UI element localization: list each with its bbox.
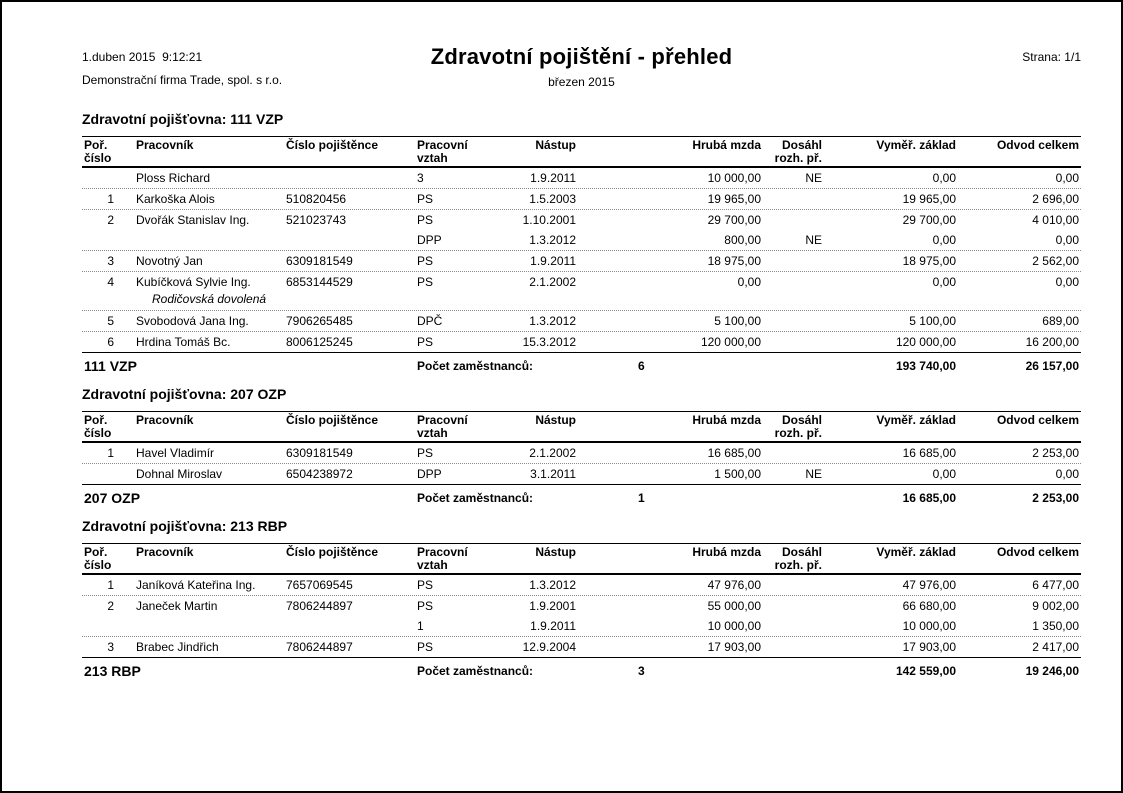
cell-number: 1 bbox=[107, 578, 114, 592]
cell-total-levy: 0,00 bbox=[1055, 171, 1079, 185]
cell-reached-limit bbox=[765, 210, 830, 230]
section-summary-row bbox=[82, 484, 1081, 511]
report-sections bbox=[82, 111, 1081, 684]
cell-total-levy: 0,00 bbox=[1055, 275, 1079, 289]
employee-row bbox=[82, 443, 1081, 463]
table-header-row bbox=[82, 543, 1081, 575]
column-header-number: Poř. číslo bbox=[84, 413, 112, 440]
cell-total-levy: 0,00 bbox=[1055, 233, 1079, 247]
cell-assessment-base: 120 000,00 bbox=[895, 335, 956, 349]
cell-work-relation: PS bbox=[417, 446, 434, 460]
employee-row bbox=[82, 637, 1081, 657]
column-header-insurance-number: Číslo pojištěnce bbox=[286, 545, 379, 559]
cell-gross-wage: 0,00 bbox=[737, 275, 761, 289]
report-page bbox=[2, 2, 1121, 684]
section-heading: Zdravotní pojišťovna: 111 VZP bbox=[82, 111, 284, 127]
employee-group bbox=[82, 209, 1081, 250]
summary-company-label: 111 VZP bbox=[84, 359, 137, 373]
cell-work-relation: 3 bbox=[417, 171, 424, 185]
section-summary-row bbox=[82, 657, 1081, 684]
summary-total-levy: 19 246,00 bbox=[1025, 664, 1079, 678]
employee-group bbox=[82, 636, 1081, 657]
cell-start-date: 3.1.2011 bbox=[530, 467, 576, 481]
cell-reached-limit bbox=[765, 575, 830, 595]
insurance-company-section bbox=[82, 111, 1081, 379]
employee-note-row bbox=[82, 292, 1081, 310]
cell-assessment-base: 47 976,00 bbox=[902, 578, 956, 592]
employee-group bbox=[82, 463, 1081, 484]
cell-employee-name bbox=[134, 230, 284, 250]
employee-group bbox=[82, 443, 1081, 463]
employee-row bbox=[82, 575, 1081, 595]
section-summary-row bbox=[82, 352, 1081, 379]
column-header-reached-limit: Dosáhl rozh. př. bbox=[774, 138, 822, 165]
summary-count-label: Počet zaměstnanců: bbox=[417, 491, 534, 505]
cell-assessment-base: 17 903,00 bbox=[902, 640, 956, 654]
cell-reached-limit bbox=[765, 616, 830, 636]
cell-insurance-number: 6504238972 bbox=[286, 467, 353, 481]
column-header-assessment-base: Vyměř. základ bbox=[876, 413, 956, 427]
cell-gross-wage: 120 000,00 bbox=[700, 335, 761, 349]
cell-insurance-number: 7657069545 bbox=[286, 578, 353, 592]
cell-assessment-base: 0,00 bbox=[932, 467, 956, 481]
column-header-gross-wage: Hrubá mzda bbox=[692, 138, 761, 152]
print-datetime: 1.duben 2015 9:12:21 bbox=[82, 50, 203, 64]
cell-gross-wage: 47 976,00 bbox=[707, 578, 761, 592]
cell-number bbox=[82, 230, 134, 250]
cell-employee-name: Havel Vladimír bbox=[136, 446, 215, 460]
column-header-gross-wage: Hrubá mzda bbox=[692, 413, 761, 427]
cell-assessment-base: 19 965,00 bbox=[902, 192, 956, 206]
column-header-insurance-number: Číslo pojištěnce bbox=[286, 413, 379, 427]
report-header bbox=[82, 44, 1081, 104]
cell-reached-limit bbox=[765, 189, 830, 209]
cell-number: 2 bbox=[107, 213, 114, 227]
cell-assessment-base: 0,00 bbox=[932, 275, 956, 289]
cell-reached-limit bbox=[765, 443, 830, 463]
cell-reached-limit bbox=[765, 251, 830, 271]
cell-start-date: 1.3.2012 bbox=[529, 233, 576, 247]
cell-insurance-number: 521023743 bbox=[286, 213, 347, 227]
cell-gross-wage: 55 000,00 bbox=[707, 599, 761, 613]
cell-total-levy: 2 417,00 bbox=[1032, 640, 1079, 654]
cell-employee-name: Brabec Jindřich bbox=[136, 640, 219, 654]
column-header-gross-wage: Hrubá mzda bbox=[692, 545, 761, 559]
cell-work-relation: 1 bbox=[417, 619, 424, 633]
cell-reached-limit: NE bbox=[805, 233, 822, 247]
cell-work-relation: PS bbox=[417, 213, 434, 227]
cell-total-levy: 689,00 bbox=[1042, 314, 1079, 328]
column-header-reached-limit: Dosáhl rozh. př. bbox=[774, 545, 822, 572]
cell-number: 1 bbox=[107, 446, 114, 460]
column-header-assessment-base: Vyměř. základ bbox=[876, 545, 956, 559]
employee-group bbox=[82, 575, 1081, 595]
cell-insurance-number bbox=[284, 616, 415, 636]
cell-gross-wage: 10 000,00 bbox=[707, 171, 761, 185]
employee-row bbox=[82, 230, 1081, 250]
cell-reached-limit: NE bbox=[805, 171, 822, 185]
cell-work-relation: PS bbox=[417, 275, 434, 289]
employee-row bbox=[82, 596, 1081, 616]
column-header-relation: Pracovní vztah bbox=[417, 138, 468, 165]
column-header-total-levy: Odvod celkem bbox=[996, 545, 1079, 559]
employee-row bbox=[82, 168, 1081, 188]
cell-total-levy: 9 002,00 bbox=[1032, 599, 1079, 613]
column-header-total-levy: Odvod celkem bbox=[996, 413, 1079, 427]
cell-insurance-number: 6309181549 bbox=[286, 446, 353, 460]
cell-employee-name: Janeček Martin bbox=[136, 599, 218, 613]
employee-group bbox=[82, 310, 1081, 331]
column-header-number: Poř. číslo bbox=[84, 138, 112, 165]
cell-total-levy: 0,00 bbox=[1055, 467, 1079, 481]
summary-count-label: Počet zaměstnanců: bbox=[417, 664, 534, 678]
cell-assessment-base: 18 975,00 bbox=[902, 254, 956, 268]
cell-reached-limit bbox=[765, 272, 830, 292]
cell-reached-limit bbox=[765, 311, 830, 331]
column-header-employee: Pracovník bbox=[136, 545, 194, 559]
cell-assessment-base: 29 700,00 bbox=[902, 213, 956, 227]
cell-total-levy: 2 253,00 bbox=[1032, 446, 1079, 460]
cell-number: 5 bbox=[107, 314, 114, 328]
cell-start-date: 1.3.2012 bbox=[529, 578, 576, 592]
insurance-company-section bbox=[82, 518, 1081, 684]
cell-gross-wage: 1 500,00 bbox=[714, 467, 761, 481]
column-header-total-levy: Odvod celkem bbox=[996, 138, 1079, 152]
cell-gross-wage: 5 100,00 bbox=[714, 314, 761, 328]
cell-start-date: 1.3.2012 bbox=[529, 314, 576, 328]
table-body bbox=[82, 443, 1081, 484]
insurance-company-section bbox=[82, 386, 1081, 511]
cell-insurance-number: 7906265485 bbox=[286, 314, 353, 328]
report-period: březen 2015 bbox=[548, 75, 615, 89]
cell-reached-limit bbox=[765, 596, 830, 616]
column-header-assessment-base: Vyměř. základ bbox=[876, 138, 956, 152]
summary-company-label: 213 RBP bbox=[84, 664, 141, 678]
cell-insurance-number: 510820456 bbox=[286, 192, 347, 206]
column-header-start-date: Nástup bbox=[535, 413, 576, 427]
cell-start-date: 1.9.2001 bbox=[529, 599, 576, 613]
cell-insurance-number: 8006125245 bbox=[286, 335, 353, 349]
cell-assessment-base: 0,00 bbox=[932, 171, 956, 185]
table-header-row bbox=[82, 411, 1081, 443]
cell-assessment-base: 0,00 bbox=[932, 233, 956, 247]
cell-employee-name: Dvořák Stanislav Ing. bbox=[136, 213, 250, 227]
cell-gross-wage: 800,00 bbox=[724, 233, 761, 247]
summary-total-levy: 26 157,00 bbox=[1025, 359, 1079, 373]
cell-work-relation: DPP bbox=[417, 467, 442, 481]
column-header-relation: Pracovní vztah bbox=[417, 413, 468, 440]
summary-assessment-base: 16 685,00 bbox=[902, 491, 956, 505]
cell-total-levy: 1 350,00 bbox=[1032, 619, 1079, 633]
cell-gross-wage: 17 903,00 bbox=[707, 640, 761, 654]
employee-row bbox=[82, 616, 1081, 636]
cell-insurance-number: 7806244897 bbox=[286, 599, 353, 613]
cell-assessment-base: 10 000,00 bbox=[902, 619, 956, 633]
section-heading: Zdravotní pojišťovna: 207 OZP bbox=[82, 386, 287, 402]
cell-start-date: 15.3.2012 bbox=[522, 335, 576, 349]
table-header-row bbox=[82, 136, 1081, 168]
cell-number: 3 bbox=[107, 640, 114, 654]
cell-total-levy: 2 562,00 bbox=[1032, 254, 1079, 268]
summary-company-label: 207 OZP bbox=[84, 491, 141, 505]
cell-employee-name: Kubíčková Sylvie Ing. bbox=[136, 275, 251, 289]
company-name: Demonstrační firma Trade, spol. s r.o. bbox=[82, 73, 283, 87]
cell-reached-limit bbox=[765, 332, 830, 352]
cell-assessment-base: 66 680,00 bbox=[902, 599, 956, 613]
cell-number bbox=[82, 168, 134, 188]
cell-employee-name: Novotný Jan bbox=[136, 254, 203, 268]
employee-row bbox=[82, 189, 1081, 209]
employee-row bbox=[82, 311, 1081, 331]
cell-assessment-base: 5 100,00 bbox=[909, 314, 956, 328]
cell-total-levy: 2 696,00 bbox=[1032, 192, 1079, 206]
cell-insurance-number bbox=[284, 230, 415, 250]
cell-start-date: 2.1.2002 bbox=[529, 446, 576, 460]
cell-number: 6 bbox=[107, 335, 114, 349]
column-header-insurance-number: Číslo pojištěnce bbox=[286, 138, 379, 152]
cell-employee-name: Ploss Richard bbox=[136, 171, 211, 185]
cell-insurance-number: 7806244897 bbox=[286, 640, 353, 654]
cell-gross-wage: 29 700,00 bbox=[707, 213, 761, 227]
cell-start-date: 1.10.2001 bbox=[522, 213, 576, 227]
cell-number: 3 bbox=[107, 254, 114, 268]
cell-start-date: 2.1.2002 bbox=[529, 275, 576, 289]
cell-start-date: 12.9.2004 bbox=[522, 640, 576, 654]
cell-number: 1 bbox=[107, 192, 114, 206]
cell-insurance-number: 6853144529 bbox=[286, 275, 353, 289]
section-heading: Zdravotní pojišťovna: 213 RBP bbox=[82, 518, 288, 534]
employee-row bbox=[82, 272, 1081, 292]
summary-employee-count: 3 bbox=[638, 664, 645, 678]
employee-group bbox=[82, 168, 1081, 188]
cell-work-relation: PS bbox=[417, 192, 434, 206]
summary-employee-count: 6 bbox=[638, 359, 645, 373]
cell-number: 2 bbox=[107, 599, 114, 613]
page-number: Strana: 1/1 bbox=[1022, 50, 1081, 64]
header-center-block bbox=[82, 44, 1081, 89]
cell-assessment-base: 16 685,00 bbox=[902, 446, 956, 460]
cell-insurance-number bbox=[284, 168, 415, 188]
employee-row bbox=[82, 210, 1081, 230]
summary-employee-count: 1 bbox=[638, 491, 645, 505]
cell-insurance-number: 6309181549 bbox=[286, 254, 353, 268]
cell-start-date: 1.9.2011 bbox=[530, 171, 576, 185]
cell-reached-limit: NE bbox=[805, 467, 822, 481]
table-body bbox=[82, 168, 1081, 352]
column-header-start-date: Nástup bbox=[535, 138, 576, 152]
cell-gross-wage: 19 965,00 bbox=[707, 192, 761, 206]
cell-work-relation: DPČ bbox=[417, 314, 443, 328]
column-header-reached-limit: Dosáhl rozh. př. bbox=[774, 413, 822, 440]
cell-reached-limit bbox=[765, 637, 830, 657]
cell-start-date: 1.9.2011 bbox=[530, 619, 576, 633]
cell-total-levy: 16 200,00 bbox=[1025, 335, 1079, 349]
summary-count-label: Počet zaměstnanců: bbox=[417, 359, 534, 373]
report-title: Zdravotní pojištění - přehled bbox=[430, 44, 733, 69]
summary-assessment-base: 142 559,00 bbox=[895, 664, 956, 678]
cell-number bbox=[82, 616, 134, 636]
cell-number: 4 bbox=[107, 275, 114, 289]
cell-start-date: 1.5.2003 bbox=[529, 192, 576, 206]
cell-work-relation: DPP bbox=[417, 233, 442, 247]
column-header-employee: Pracovník bbox=[136, 138, 194, 152]
employee-row bbox=[82, 251, 1081, 271]
cell-gross-wage: 16 685,00 bbox=[707, 446, 761, 460]
column-header-employee: Pracovník bbox=[136, 413, 194, 427]
cell-employee-name: Karkoška Alois bbox=[136, 192, 215, 206]
employee-group bbox=[82, 250, 1081, 271]
cell-work-relation: PS bbox=[417, 640, 434, 654]
employee-row bbox=[82, 332, 1081, 352]
cell-gross-wage: 18 975,00 bbox=[707, 254, 761, 268]
employee-group bbox=[82, 595, 1081, 636]
summary-total-levy: 2 253,00 bbox=[1032, 491, 1079, 505]
cell-gross-wage: 10 000,00 bbox=[707, 619, 761, 633]
employee-group bbox=[82, 271, 1081, 310]
employee-row bbox=[82, 464, 1081, 484]
cell-employee-name: Hrdina Tomáš Bc. bbox=[136, 335, 231, 349]
column-header-number: Poř. číslo bbox=[84, 545, 112, 572]
summary-assessment-base: 193 740,00 bbox=[895, 359, 956, 373]
column-header-start-date: Nástup bbox=[535, 545, 576, 559]
cell-work-relation: PS bbox=[417, 254, 434, 268]
cell-work-relation: PS bbox=[417, 599, 434, 613]
cell-employee-name: Janíková Kateřina Ing. bbox=[136, 578, 256, 592]
cell-number bbox=[82, 464, 134, 484]
cell-employee-name: Dohnal Miroslav bbox=[136, 467, 223, 481]
cell-total-levy: 6 477,00 bbox=[1032, 578, 1079, 592]
employee-group bbox=[82, 331, 1081, 352]
cell-start-date: 1.9.2011 bbox=[530, 254, 576, 268]
column-header-relation: Pracovní vztah bbox=[417, 545, 468, 572]
employee-note: Rodičovská dovolená bbox=[152, 292, 267, 306]
cell-work-relation: PS bbox=[417, 335, 434, 349]
employee-group bbox=[82, 188, 1081, 209]
cell-employee-name: Svobodová Jana Ing. bbox=[136, 314, 249, 328]
cell-employee-name bbox=[134, 616, 284, 636]
cell-work-relation: PS bbox=[417, 578, 434, 592]
table-body bbox=[82, 575, 1081, 657]
cell-total-levy: 4 010,00 bbox=[1032, 213, 1079, 227]
